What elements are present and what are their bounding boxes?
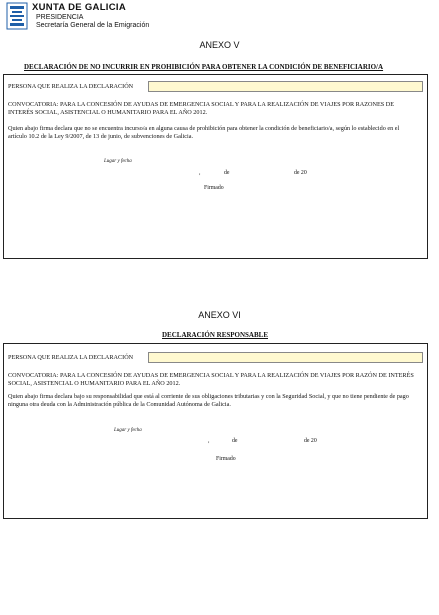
annex5-heading: DECLARACIÓN DE NO INCURRIR EN PROHIBICIÓN PARA OBTENER LA CONDICIÓN DE BENEFICIARIO/A	[24, 63, 384, 71]
annex5-signed: Firmado	[204, 185, 224, 191]
annex6-place-date-label: Lugar y fecha	[114, 428, 142, 433]
annex6-form	[3, 343, 428, 519]
annex6-heading: DECLARACIÓN RESPONSABLE	[162, 331, 268, 339]
annex5-form	[3, 74, 428, 259]
xunta-logo-icon	[6, 2, 28, 30]
subdept-name: Secretaría General de la Emigración	[36, 22, 150, 29]
annex6-de: de	[232, 438, 238, 444]
annex5-place-date-label: Lugar y fecha	[104, 159, 132, 164]
annex5-comma: ,	[199, 170, 201, 176]
dept-name: PRESIDENCIA	[36, 14, 84, 21]
header	[6, 2, 226, 32]
annex6-convocatoria: CONVOCATORIA: PARA LA CONCESIÓN DE AYUDAS DE EMERGENCIA SOCIAL Y PARA LA REALIZACIÓN DE VIAJES POR RAZÓN DE INTERÉS SOCIAL, ASISTENCIAL O HUMANITARIO PARA EL AÑO 2012.	[8, 372, 414, 387]
annex6-year: de 20	[304, 438, 317, 444]
annex6-title: ANEXO VI	[198, 310, 241, 320]
annex5-statement: Quien abajo firma declara que no se encuentra incurso/a en alguna causa de prohibición para obtener la condición de beneficiario/a, según lo establecido en el artículo 10.2 de la Ley 9/2007, de 13 de junio, de subvenciones de Galicia.	[8, 125, 400, 140]
annex5-convocatoria: CONVOCATORIA: PARA LA CONCESIÓN DE AYUDAS DE EMERGENCIA SOCIAL Y PARA LA REALIZACIÓN DE VIAJES POR RAZONES DE INTERÉS SOCIAL, ASISTENCIAL O HUMANITARIO PARA EL AÑO 2012.	[8, 101, 395, 116]
annex6-comma: ,	[208, 438, 210, 444]
annex5-year: de 20	[294, 170, 307, 176]
annex5-de: de	[224, 170, 230, 176]
annex6-signed: Firmado	[216, 456, 236, 462]
annex6-person-label: PERSONA QUE REALIZA LA DECLARACIÓN	[8, 354, 134, 361]
annex5-person-label: PERSONA QUE REALIZA LA DECLARACIÓN	[8, 83, 134, 90]
annex5-person-input[interactable]	[148, 81, 423, 92]
org-name: XUNTA DE GALICIA	[32, 2, 126, 13]
annex5-title: ANEXO V	[199, 40, 240, 50]
annex6-statement: Quien abajo firma declara bajo su responsabilidad que está al corriente de sus obligaciones tributarias y con la Seguridad Social, y que no tiene pendiente de pago ninguna otra deuda con la Administración pública de la Comunidad Autónoma de Galicia.	[8, 393, 409, 408]
annex6-person-input[interactable]	[148, 352, 423, 363]
